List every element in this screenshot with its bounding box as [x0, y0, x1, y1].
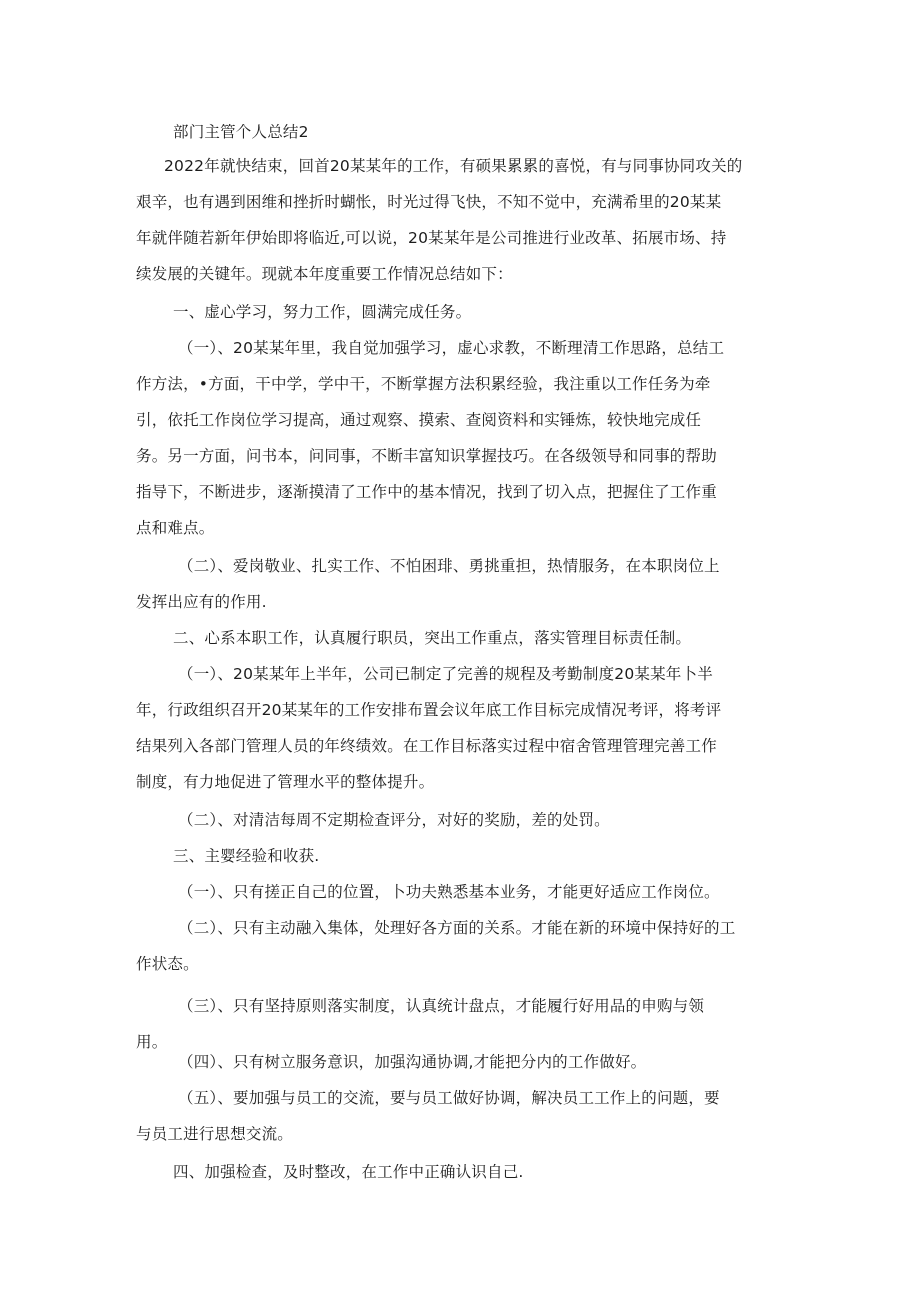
text-line: 四、加强检查，及时整改，在工作中正确认识自己. — [173, 1163, 524, 1181]
heading-section-1 — [136, 294, 776, 330]
text-line: 二、心系本职工作，认真履行职员，突出工作重点，落实管理目标责任制。 — [173, 629, 692, 647]
text-line: （二）、爱岗敬业、扎实工作、不怕困琲、勇挑重担，热情服务，在本职岗位上 — [178, 557, 720, 575]
text-line: （一）、20某某年里，我自觉加强学习，虚心求教，不断理清工作思路，总结工 — [178, 339, 725, 357]
text-line: 与员工进行思想交流。 — [136, 1125, 294, 1143]
text-line: （三）、只有坚持原则落实制度，认真统计盘点，才能履行好用品的申购与领 — [178, 997, 705, 1015]
text-line: （二）、只有主动融入集体，处理好各方面的关系。才能在新的环境中保持好的工 — [178, 919, 736, 937]
heading-section-2 — [136, 620, 776, 656]
text-line: 年就伴随若新年伊始即将临近,可以说，20某某年是公司推进行业改革、拓展市场、持 — [136, 229, 727, 247]
text-line: 用。 — [136, 1033, 168, 1051]
text-line: （一）、20某某年上半年，公司已制定了完善的规程及考勤制度20某某年卜半 — [178, 665, 713, 683]
paragraph-section-3-5 — [136, 1080, 776, 1152]
paragraph-section-2-2 — [136, 802, 776, 838]
text-line: （二）、对清洁每周不定期检查评分，对好的奖励，差的处罚。 — [178, 811, 610, 829]
text-line: 年，行政组织召开20某某年的工作安排布置会议年底工作目标完成情况考评，将考评 — [136, 701, 722, 719]
paragraph-section-3-4 — [136, 1044, 776, 1080]
text-line: 一、虚心学习，努力工作，圆满完成任务。 — [173, 303, 472, 321]
text-line: 作状态。 — [136, 955, 199, 973]
text-line: 务。另一方面，问书本，问同事，不断丰富知识掌握技巧。在各级领导和同事的帮助 — [136, 447, 717, 465]
text-line: 指导下，不断进步，逐渐摸清了工作中的基本情况，找到了切入点，把握住了工作重 — [136, 483, 717, 501]
paragraph-section-3-2 — [136, 910, 776, 982]
text-line: 2022年就快结束，回首20某某年的工作，有硕果累累的喜悦，有与同事协同攻关的 — [164, 157, 743, 175]
text-line: 续发展的关键年。现就本年度重要工作情况总结如下： — [136, 265, 513, 283]
text-line: （一）、只有搓正自己的位置，卜功夫熟悉基本业务，才能更好适应工作岗位。 — [178, 883, 720, 901]
text-line: 结果列入各部门管理人员的年终绩效。在工作目标落实过程中宿舍管理管理完善工作 — [136, 737, 717, 755]
text-line: 发挥出应有的作用. — [136, 593, 267, 611]
text-line: （四）、只有树立服务意识，加强沟通协调,才能把分内的工作做好。 — [178, 1053, 647, 1071]
paragraph-section-2-1 — [136, 656, 776, 800]
paragraph-section-3-1 — [136, 874, 776, 910]
text-line: 三、主婴经验和收获. — [173, 847, 320, 865]
text-line: 引，依托工作岗位学习提高，通过观察、摸索、查阅资料和实锤炼，较快地完成任 — [136, 411, 702, 429]
paragraph-intro — [136, 148, 776, 292]
heading-section-4 — [136, 1154, 776, 1190]
heading-section-3 — [136, 838, 776, 874]
text-line: 点和难点。 — [136, 519, 215, 537]
document-title: 部门主管个人总结2 — [173, 123, 309, 141]
text-line: （五）、要加强与员工的交流，要与员工做好协调，解决员工工作上的问题，要 — [178, 1089, 720, 1107]
paragraph-section-1-2 — [136, 548, 776, 620]
paragraph-section-1-1 — [136, 330, 776, 546]
text-line: 制度，有力地促进了管理水平的整体提升。 — [136, 773, 435, 791]
text-line: 作方法，•方面，干中学，学中干，不断掌握方法积累经验，我注重以工作任务为牵 — [136, 375, 711, 393]
text-line: 艰辛，也有遇到困维和挫折时蝴怅，时光过得飞快，不知不觉中，充满希里的20某某 — [136, 193, 722, 211]
